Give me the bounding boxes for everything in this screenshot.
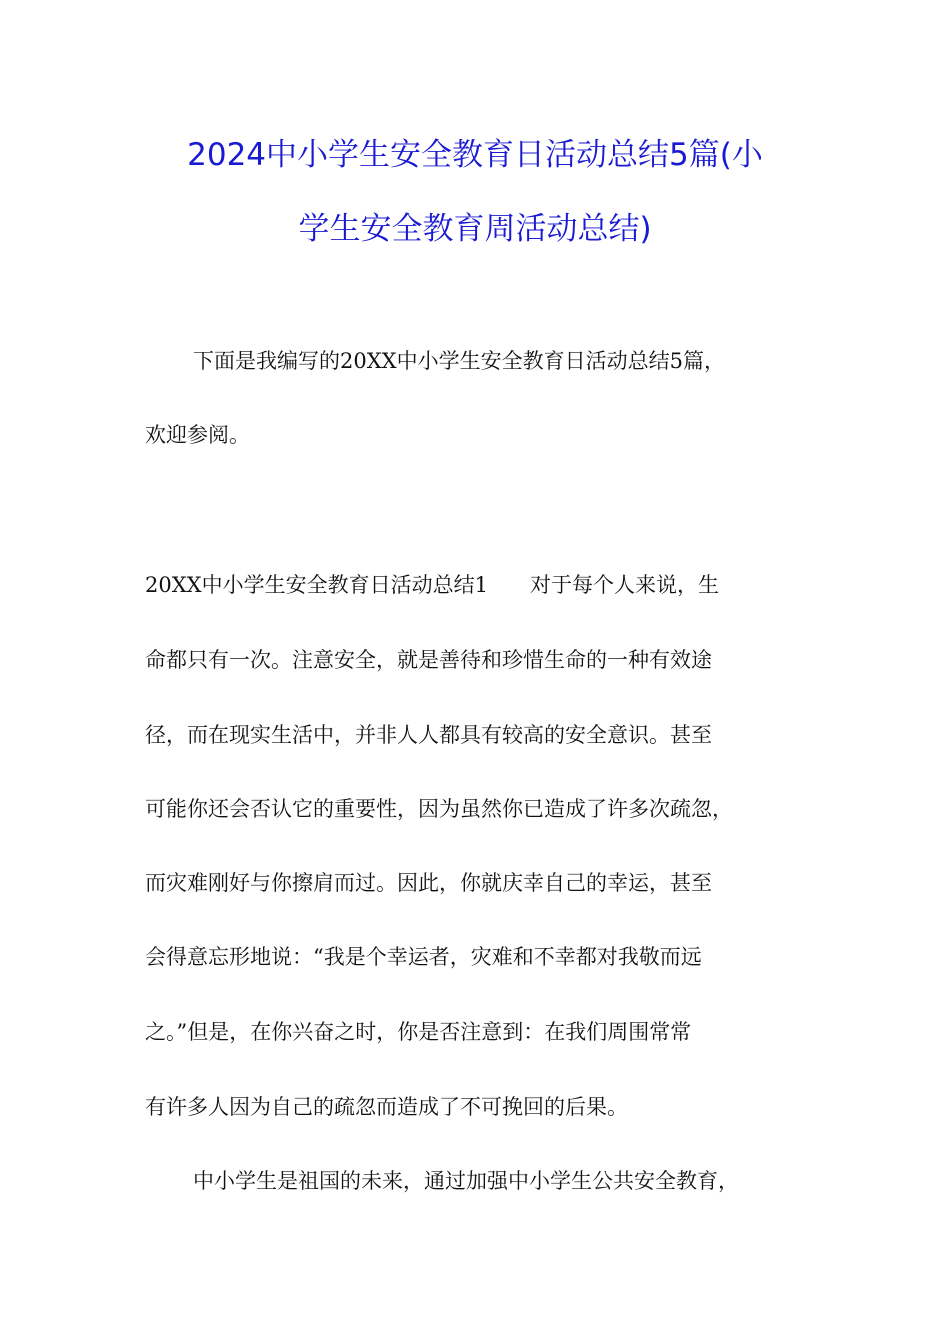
- section1-line-4: 可能你还会否认它的重要性，因为虽然你已造成了许多次疏忽，: [145, 797, 733, 821]
- document-title-line-2: 学生安全教育周活动总结): [298, 211, 652, 247]
- section1-line-3: 径，而在现实生活中，并非人人都具有较高的安全意识。甚至: [145, 723, 712, 747]
- section1-line-1: 20XX中小学生安全教育日活动总结1 对于每个人来说，生: [145, 573, 719, 597]
- section1-line-8: 有许多人因为自己的疏忽而造成了不可挽回的后果。: [145, 1095, 628, 1119]
- section1-line-7: 之。”但是，在你兴奋之时，你是否注意到：在我们周围常常: [145, 1020, 692, 1044]
- section1-line-2: 命都只有一次。注意安全，就是善待和珍惜生命的一种有效途: [145, 648, 712, 672]
- section1-line-5: 而灾难刚好与你擦肩而过。因此，你就庆幸自己的幸运，甚至: [145, 871, 712, 895]
- section1-line-6: 会得意忘形地说：“我是个幸运者，灾难和不幸都对我敬而远: [145, 945, 702, 969]
- intro-line-1: 下面是我编写的20XX中小学生安全教育日活动总结5篇，: [193, 349, 725, 373]
- paragraph2-line-1: 中小学生是祖国的未来，通过加强中小学生公共安全教育，: [193, 1169, 739, 1193]
- intro-line-2: 欢迎参阅。: [145, 423, 250, 447]
- document-title-line-1: 2024中小学生安全教育日活动总结5篇(小: [187, 137, 763, 173]
